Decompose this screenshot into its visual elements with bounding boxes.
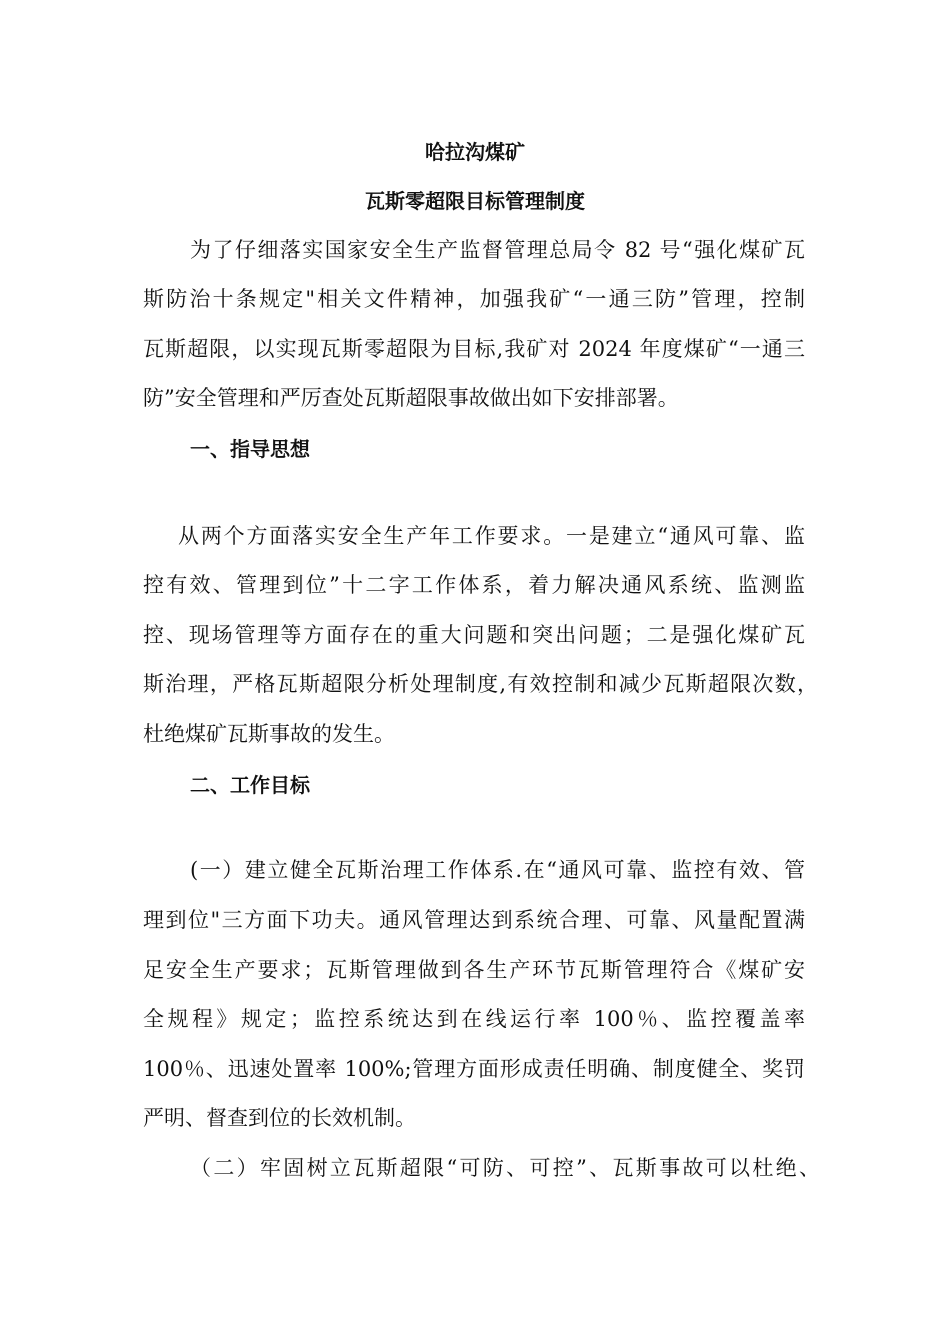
- section2-line: 全规程》规定；监控系统达到在线运行率 100％、监控覆盖率: [143, 1007, 805, 1031]
- intro-line: 瓦斯超限，以实现瓦斯零超限为目标,我矿对 2024 年度煤矿“一通三: [143, 337, 805, 361]
- section1-line: 控、现场管理等方面存在的重大问题和突出问题；二是强化煤矿瓦: [143, 623, 805, 647]
- section1-line: 杜绝煤矿瓦斯事故的发生。: [143, 722, 395, 746]
- section1-line: 控有效、管理到位”十二字工作体系，着力解决通风系统、监测监: [143, 573, 805, 597]
- section2-line: （二）牢固树立瓦斯超限“可防、可控”、瓦斯事故可以杜绝、: [190, 1156, 820, 1180]
- section1-line: 从两个方面落实安全生产年工作要求。一是建立“通风可靠、监: [178, 524, 805, 548]
- section2-line: 足安全生产要求；瓦斯管理做到各生产环节瓦斯管理符合《煤矿安: [143, 958, 805, 982]
- document-subtitle: 瓦斯零超限目标管理制度: [365, 189, 585, 213]
- section2-line: (一）建立健全瓦斯治理工作体系.在“通风可靠、监控有效、管: [190, 858, 805, 882]
- section-heading-guiding: 一、指导思想: [190, 437, 310, 461]
- section2-line: 100％、迅速处置率 100%;管理方面形成责任明确、制度健全、奖罚: [143, 1057, 805, 1081]
- section2-line: 理到位"三方面下功夫。通风管理达到系统合理、可靠、风量配置满: [143, 908, 805, 932]
- intro-line: 防”安全管理和严厉查处瓦斯超限事故做出如下安排部署。: [143, 386, 679, 410]
- intro-line: 为了仔细落实国家安全生产监督管理总局令 82 号“强化煤矿瓦: [190, 238, 805, 262]
- document-title: 哈拉沟煤矿: [425, 140, 525, 164]
- section-heading-goals: 二、工作目标: [190, 773, 310, 797]
- intro-line: 斯防治十条规定"相关文件精神，加强我矿“一通三防”管理，控制: [143, 287, 805, 311]
- section1-line: 斯治理，严格瓦斯超限分析处理制度,有效控制和减少瓦斯超限次数，: [143, 672, 818, 696]
- section2-line: 严明、督查到位的长效机制。: [143, 1106, 416, 1130]
